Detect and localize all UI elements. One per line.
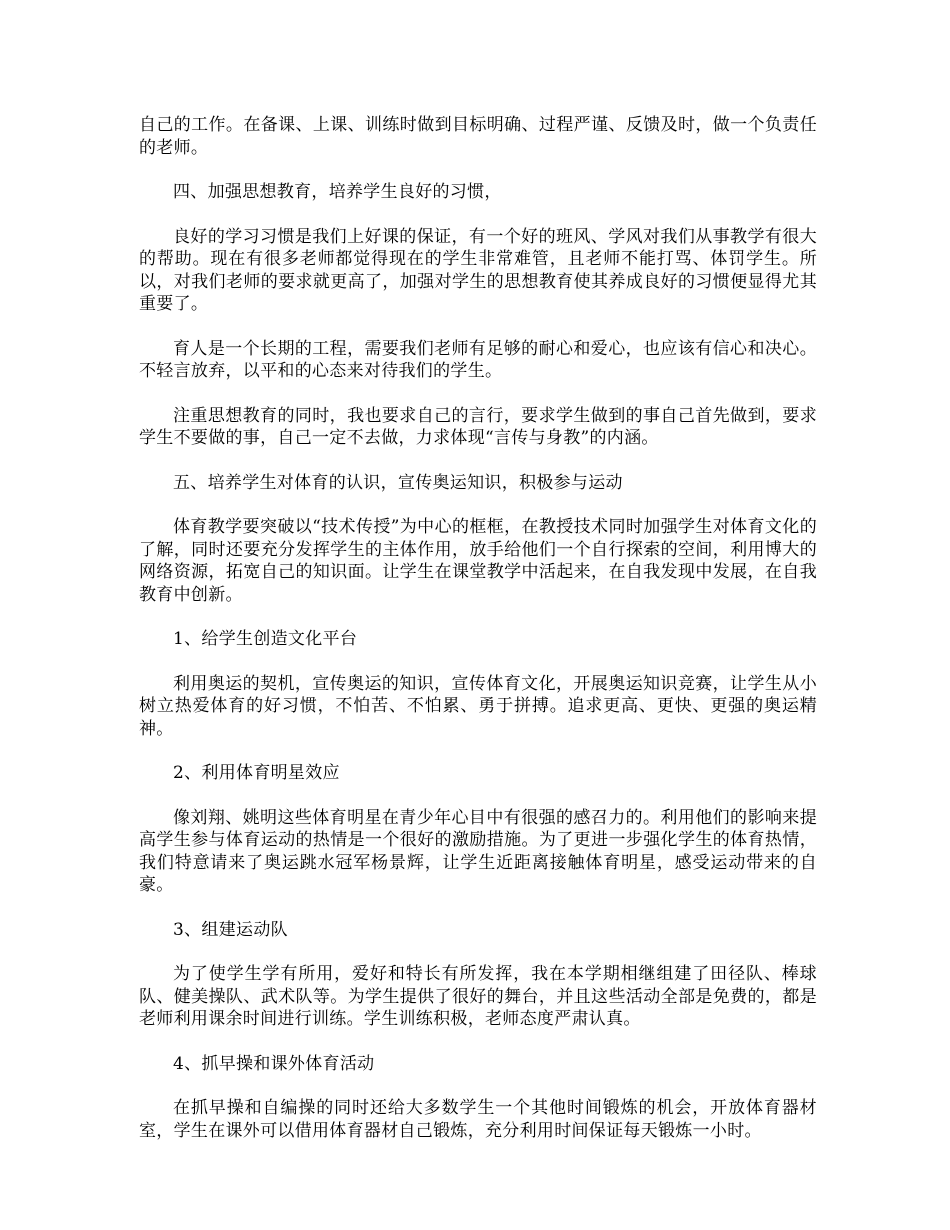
subheading-2: 2、利用体育明星效应 <box>173 763 340 783</box>
paragraph: 育人是一个长期的工程，需要我们老师有足够的耐心和爱心，也应该有信心和决心。不轻言放弃，以平和的心态来对待我们的学生。 <box>139 338 817 381</box>
paragraph: 在抓早操和自编操的同时还给大多数学生一个其他时间锻炼的机会，开放体育器材室，学生在课外可以借用体育器材自己锻炼，充分利用时间保证每天锻炼一小时。 <box>139 1098 817 1141</box>
subheading-4: 4、抓早操和课外体育活动 <box>173 1053 375 1074</box>
subheading-3: 3、组建运动队 <box>173 919 288 940</box>
section-heading-5: 五、培养学生对体育的认识，宣传奥运知识，积极参与运动 <box>173 472 623 493</box>
document-body <box>139 114 817 1164</box>
paragraph-continuation: 自己的工作。在备课、上课、训练时做到目标明确、过程严谨、反馈及时，做一个负责任的老师。 <box>139 115 817 158</box>
subheading-1: 1、给学生创造文化平台 <box>173 629 358 649</box>
section-heading-4: 四、加强思想教育，培养学生良好的习惯， <box>173 182 502 202</box>
paragraph: 体育教学要突破以“技术传授”为中心的框框，在教授技术同时加强学生对体育文化的了解，同时还要充分发挥学生的主体作用，放手给他们一个自行探索的空间，利用博大的网络资源，拓宽自己的知识面。让学生在课堂教学中活起来，在自我发现中发展，在自我教育中创新。 <box>139 517 817 605</box>
paragraph: 注重思想教育的同时，我也要求自己的言行，要求学生做到的事自己首先做到，要求学生不要做的事，自己一定不去做，力求体现“言传与身教”的内涵。 <box>139 405 817 448</box>
paragraph: 为了使学生学有所用，爱好和特长有所发挥，我在本学期相继组建了田径队、棒球队、健美操队、武术队等。为学生提供了很好的舞台，并且这些活动全部是免费的，都是老师利用课余时间进行训练。学生训练积极，老师态度严肃认真。 <box>139 964 817 1029</box>
paragraph: 利用奥运的契机，宣传奥运的知识，宣传体育文化，开展奥运知识竞赛，让学生从小树立热爱体育的好习惯，不怕苦、不怕累、勇于拼搏。追求更高、更快、更强的奥运精神。 <box>139 673 817 739</box>
paragraph: 像刘翔、姚明这些体育明星在青少年心目中有很强的感召力的。利用他们的影响来提高学生参与体育运动的热情是一个很好的激励措施。为了更进一步强化学生的体育热情，我们特意请来了奥运跳水冠军杨景辉，让学生近距离接触体育明星，感受运动带来的自豪。 <box>139 807 817 895</box>
paragraph: 良好的学习习惯是我们上好课的保证，有一个好的班风、学风对我们从事教学有很大的帮助。现在有很多老师都觉得现在的学生非常难管，且老师不能打骂、体罚学生。所以，对我们老师的要求就更高了，加强对学生的思想教育使其养成良好的习惯便显得尤其重要了。 <box>139 226 817 314</box>
